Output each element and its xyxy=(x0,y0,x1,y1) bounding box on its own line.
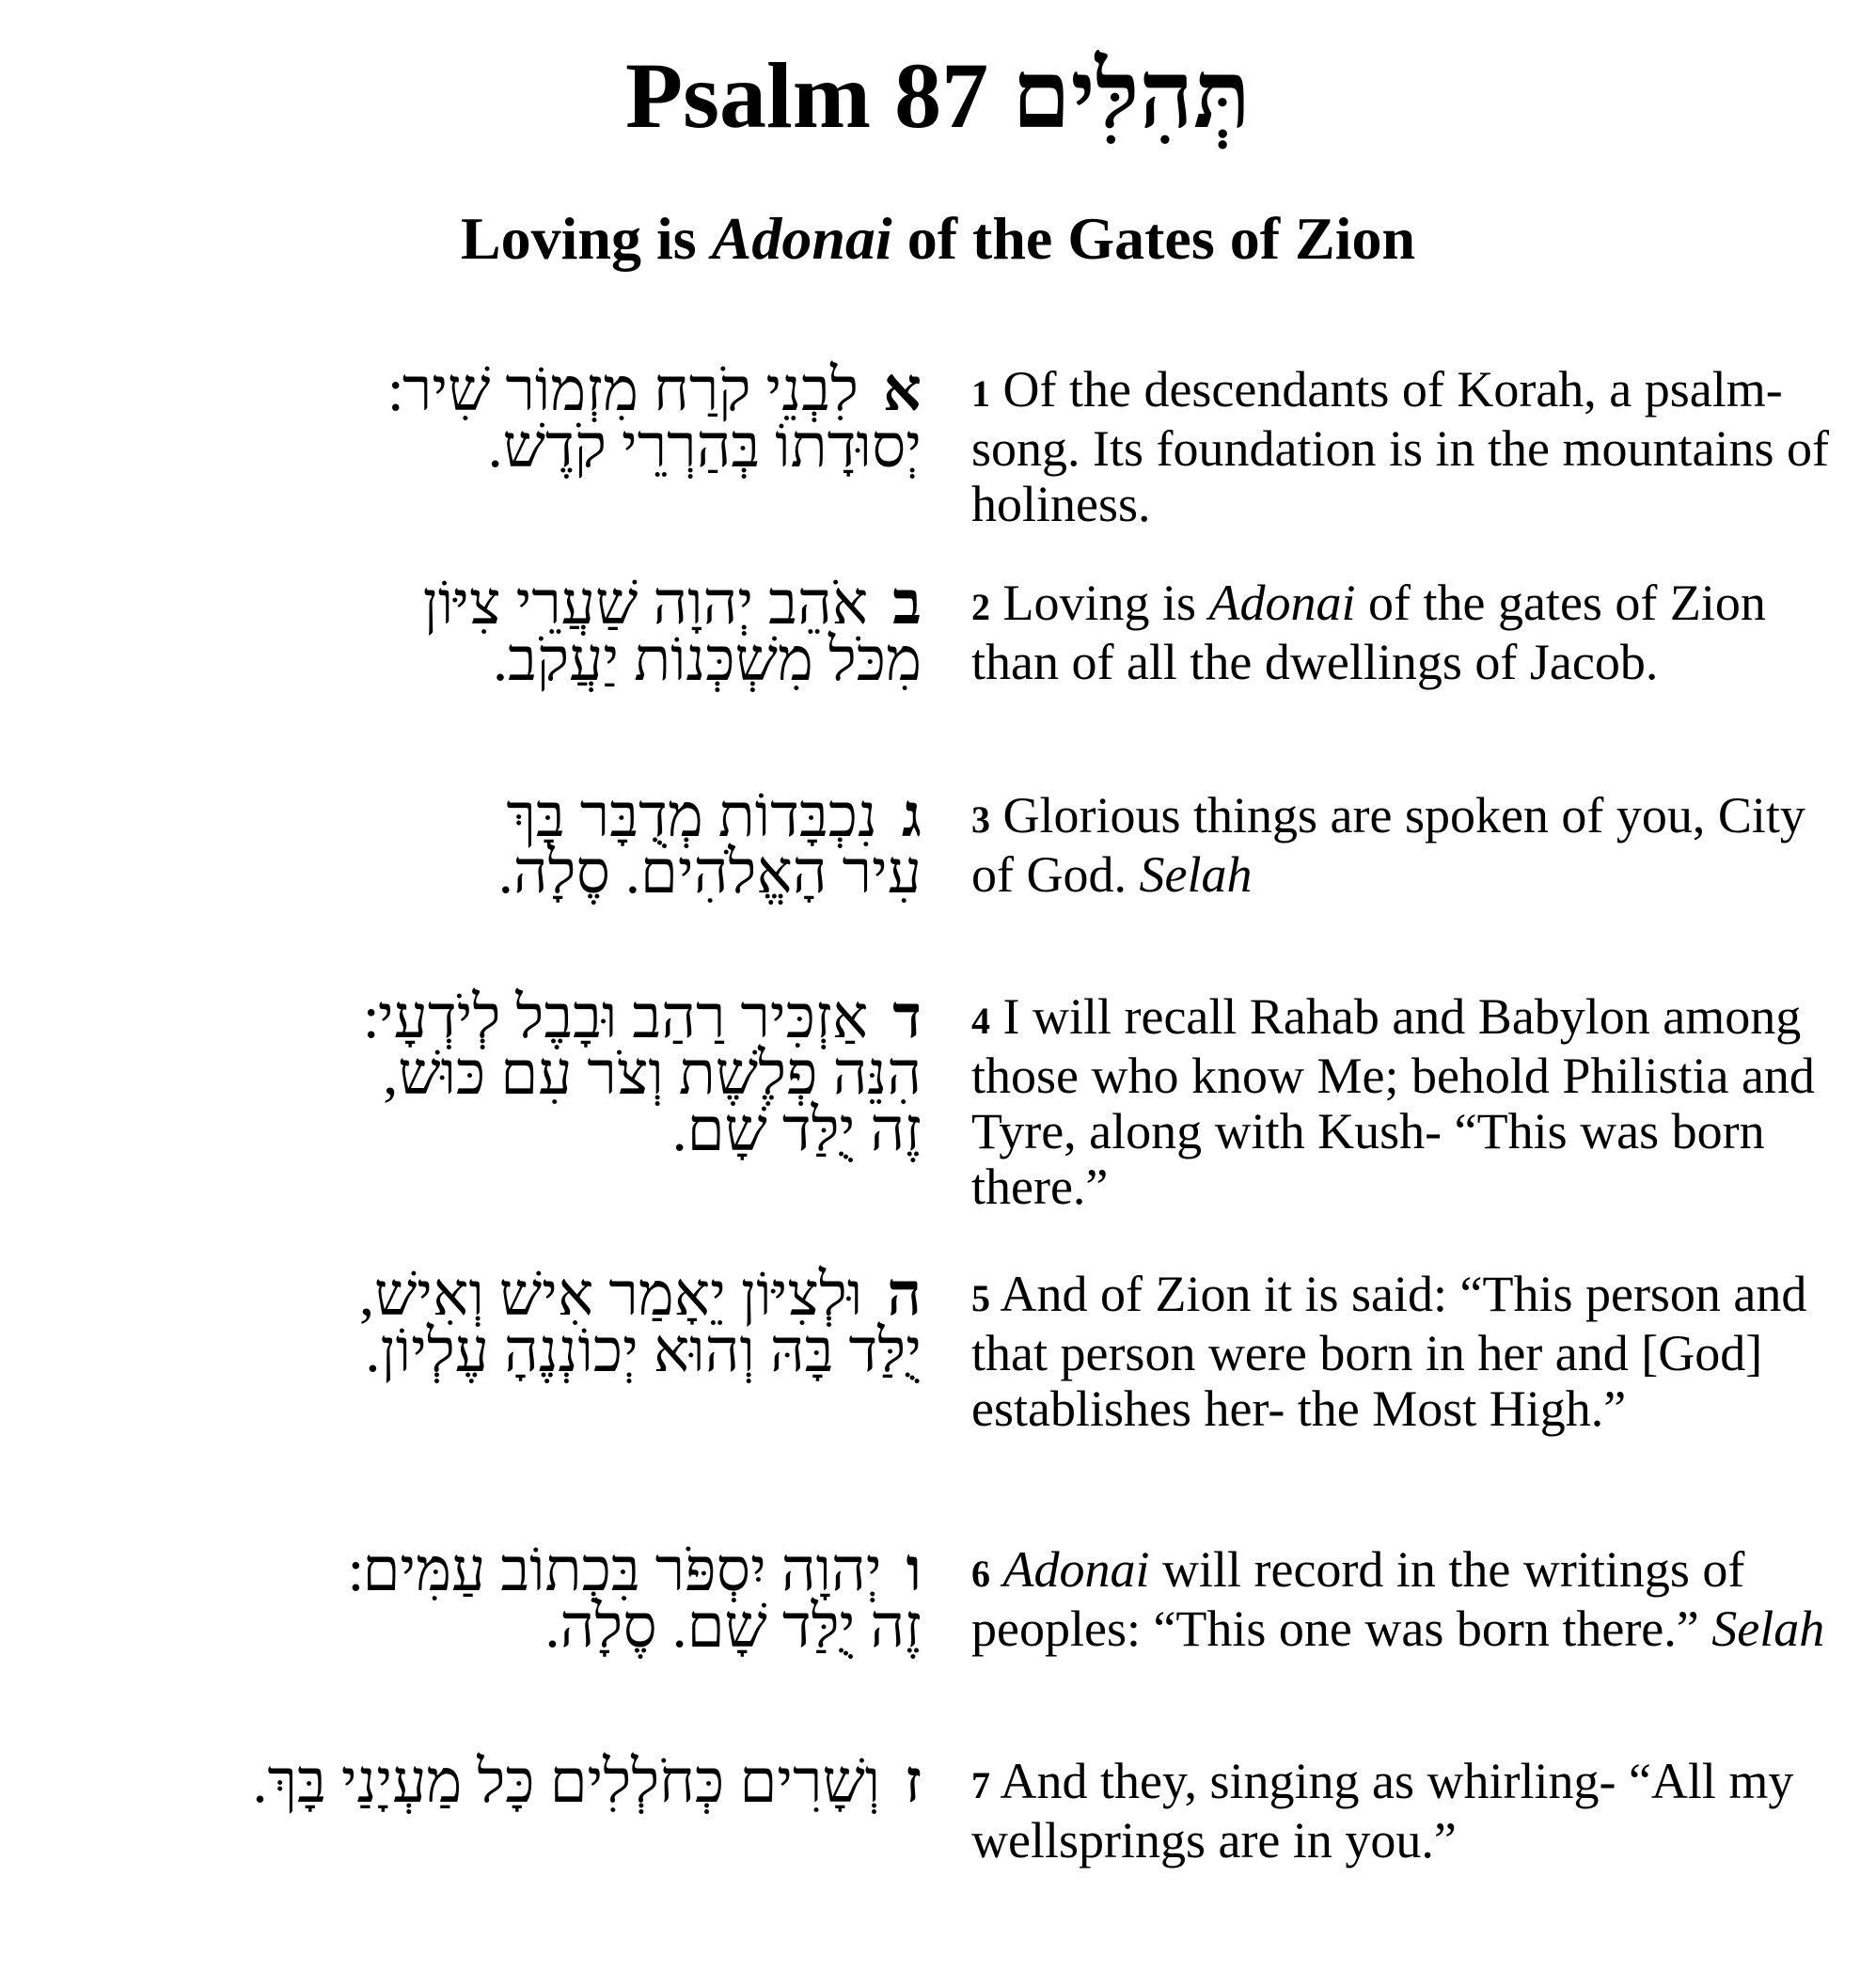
verse-number: 2 xyxy=(971,586,990,628)
hebrew-line: ויְהוָה יִסְפֹּר בִּכְתוֹב עַמִּים ׃ xyxy=(347,1537,922,1603)
hebrew-line: זֶה יֻלַּד שָׁם. סֶלָה. xyxy=(544,1593,922,1660)
verse-letter: ו xyxy=(906,1537,922,1603)
verse-4-hebrew xyxy=(56,984,922,1163)
verse-letter: ד xyxy=(892,984,922,1050)
verse-2-english: 2 Loving is Adonai of the gates of Zion than of all the dwellings of Jacob. xyxy=(971,575,1766,690)
verse-6-english: 6 Adonai will record in the writings of peoples: “This one was born there.” Selah xyxy=(971,1541,1825,1657)
selah-word: Selah xyxy=(1711,1600,1825,1657)
page-title xyxy=(0,39,1876,152)
divine-name: Adonai xyxy=(1002,1541,1150,1598)
verse-6-hebrew xyxy=(56,1537,922,1660)
verse-5-english: 5 And of Zion it is said: “This person and that person were born in her and [God] establishes her- the Most High.” xyxy=(971,1266,1807,1437)
page-subtitle xyxy=(0,203,1876,275)
verse-number: 7 xyxy=(971,1764,990,1806)
hebrew-line: גנִכְבָּדוֹת מְדֻבָּר בָּךְ xyxy=(506,782,922,849)
divine-name: Adonai xyxy=(1208,575,1356,631)
verse-7-hebrew xyxy=(56,1748,922,1815)
verse-number: 6 xyxy=(971,1553,990,1595)
hebrew-line: יְסוּדָתוֹ בְּהַרְרֵי קֹדֶשׁ. xyxy=(487,413,922,480)
subtitle-divine-name: Adonai xyxy=(711,205,892,272)
hebrew-line: מִכֹּל מִשְׁכְּנוֹת יַעֲקֹב. xyxy=(493,626,922,693)
verse-3-english: 3 Glorious things are spoken of you, City of God. Selah xyxy=(971,787,1805,903)
subtitle-pre: Loving is xyxy=(460,205,712,272)
hebrew-line: עִיר הָאֱלֹהִים. סֶלָה. xyxy=(497,839,922,906)
hebrew-line: זוְשָׁרִים כְּחֹלְלִים כָּל מַעְיָנַי בָּךְ. xyxy=(252,1748,922,1815)
verse-number: 4 xyxy=(971,1000,990,1042)
hebrew-line: הִנֵּה פְלֶשֶׁת וְצֹר עִם כּוּשׁ, xyxy=(383,1040,922,1107)
hebrew-line: יֻלַּד בָּהּ וְהוּא יְכוֹנְנֶהָ עֶלְיוֹן. xyxy=(365,1317,922,1384)
verse-2-hebrew xyxy=(56,570,922,693)
verse-1-hebrew xyxy=(56,356,922,480)
selah-word: Selah xyxy=(1139,846,1253,903)
hebrew-line: באֹהֵב יְהוָה שַׁעֲרֵי צִיּוֹן xyxy=(422,570,922,637)
title-hebrew: תְּהִלִּים xyxy=(1012,43,1251,148)
verse-1-english: 1 Of the descendants of Korah, a psalm-song. Its foundation is in the mountains of holiness. xyxy=(971,361,1829,532)
title-english: Psalm 87 xyxy=(625,43,989,148)
hebrew-line: זֶה יֻלַּד שָׁם. xyxy=(671,1096,922,1163)
verse-letter: ז xyxy=(905,1748,922,1815)
verse-number: 3 xyxy=(971,798,990,841)
hebrew-line: אלִבְנֵי קֹרַח מִזְמוֹר שִׁיר ׃ xyxy=(386,356,922,423)
verse-number: 1 xyxy=(971,372,990,415)
verse-letter: ה xyxy=(887,1261,922,1328)
hebrew-line: דאַזְכִּיר רַהַב וּבָבֶל לְיֹדְעָי ׃ xyxy=(362,984,922,1050)
hebrew-line: הוּלְצִיּוֹן יֵאָמַר אִישׁ וְאִישׁ, xyxy=(358,1261,922,1328)
verse-5-hebrew xyxy=(56,1261,922,1384)
verse-number: 5 xyxy=(971,1277,990,1319)
subtitle-post: of the Gates of Zion xyxy=(891,205,1416,272)
verse-letter: ג xyxy=(901,782,922,849)
verse-7-english: 7 And they, singing as whirling- “All my wellsprings are in you.” xyxy=(971,1753,1794,1869)
verse-4-english: 4 I will recall Rahab and Babylon among those who know Me; behold Philistia and Tyre, along with Kush- “This was born there.” xyxy=(971,988,1815,1215)
verse-letter: א xyxy=(882,356,922,423)
verse-letter: ב xyxy=(892,570,922,637)
verse-3-hebrew xyxy=(56,782,922,906)
